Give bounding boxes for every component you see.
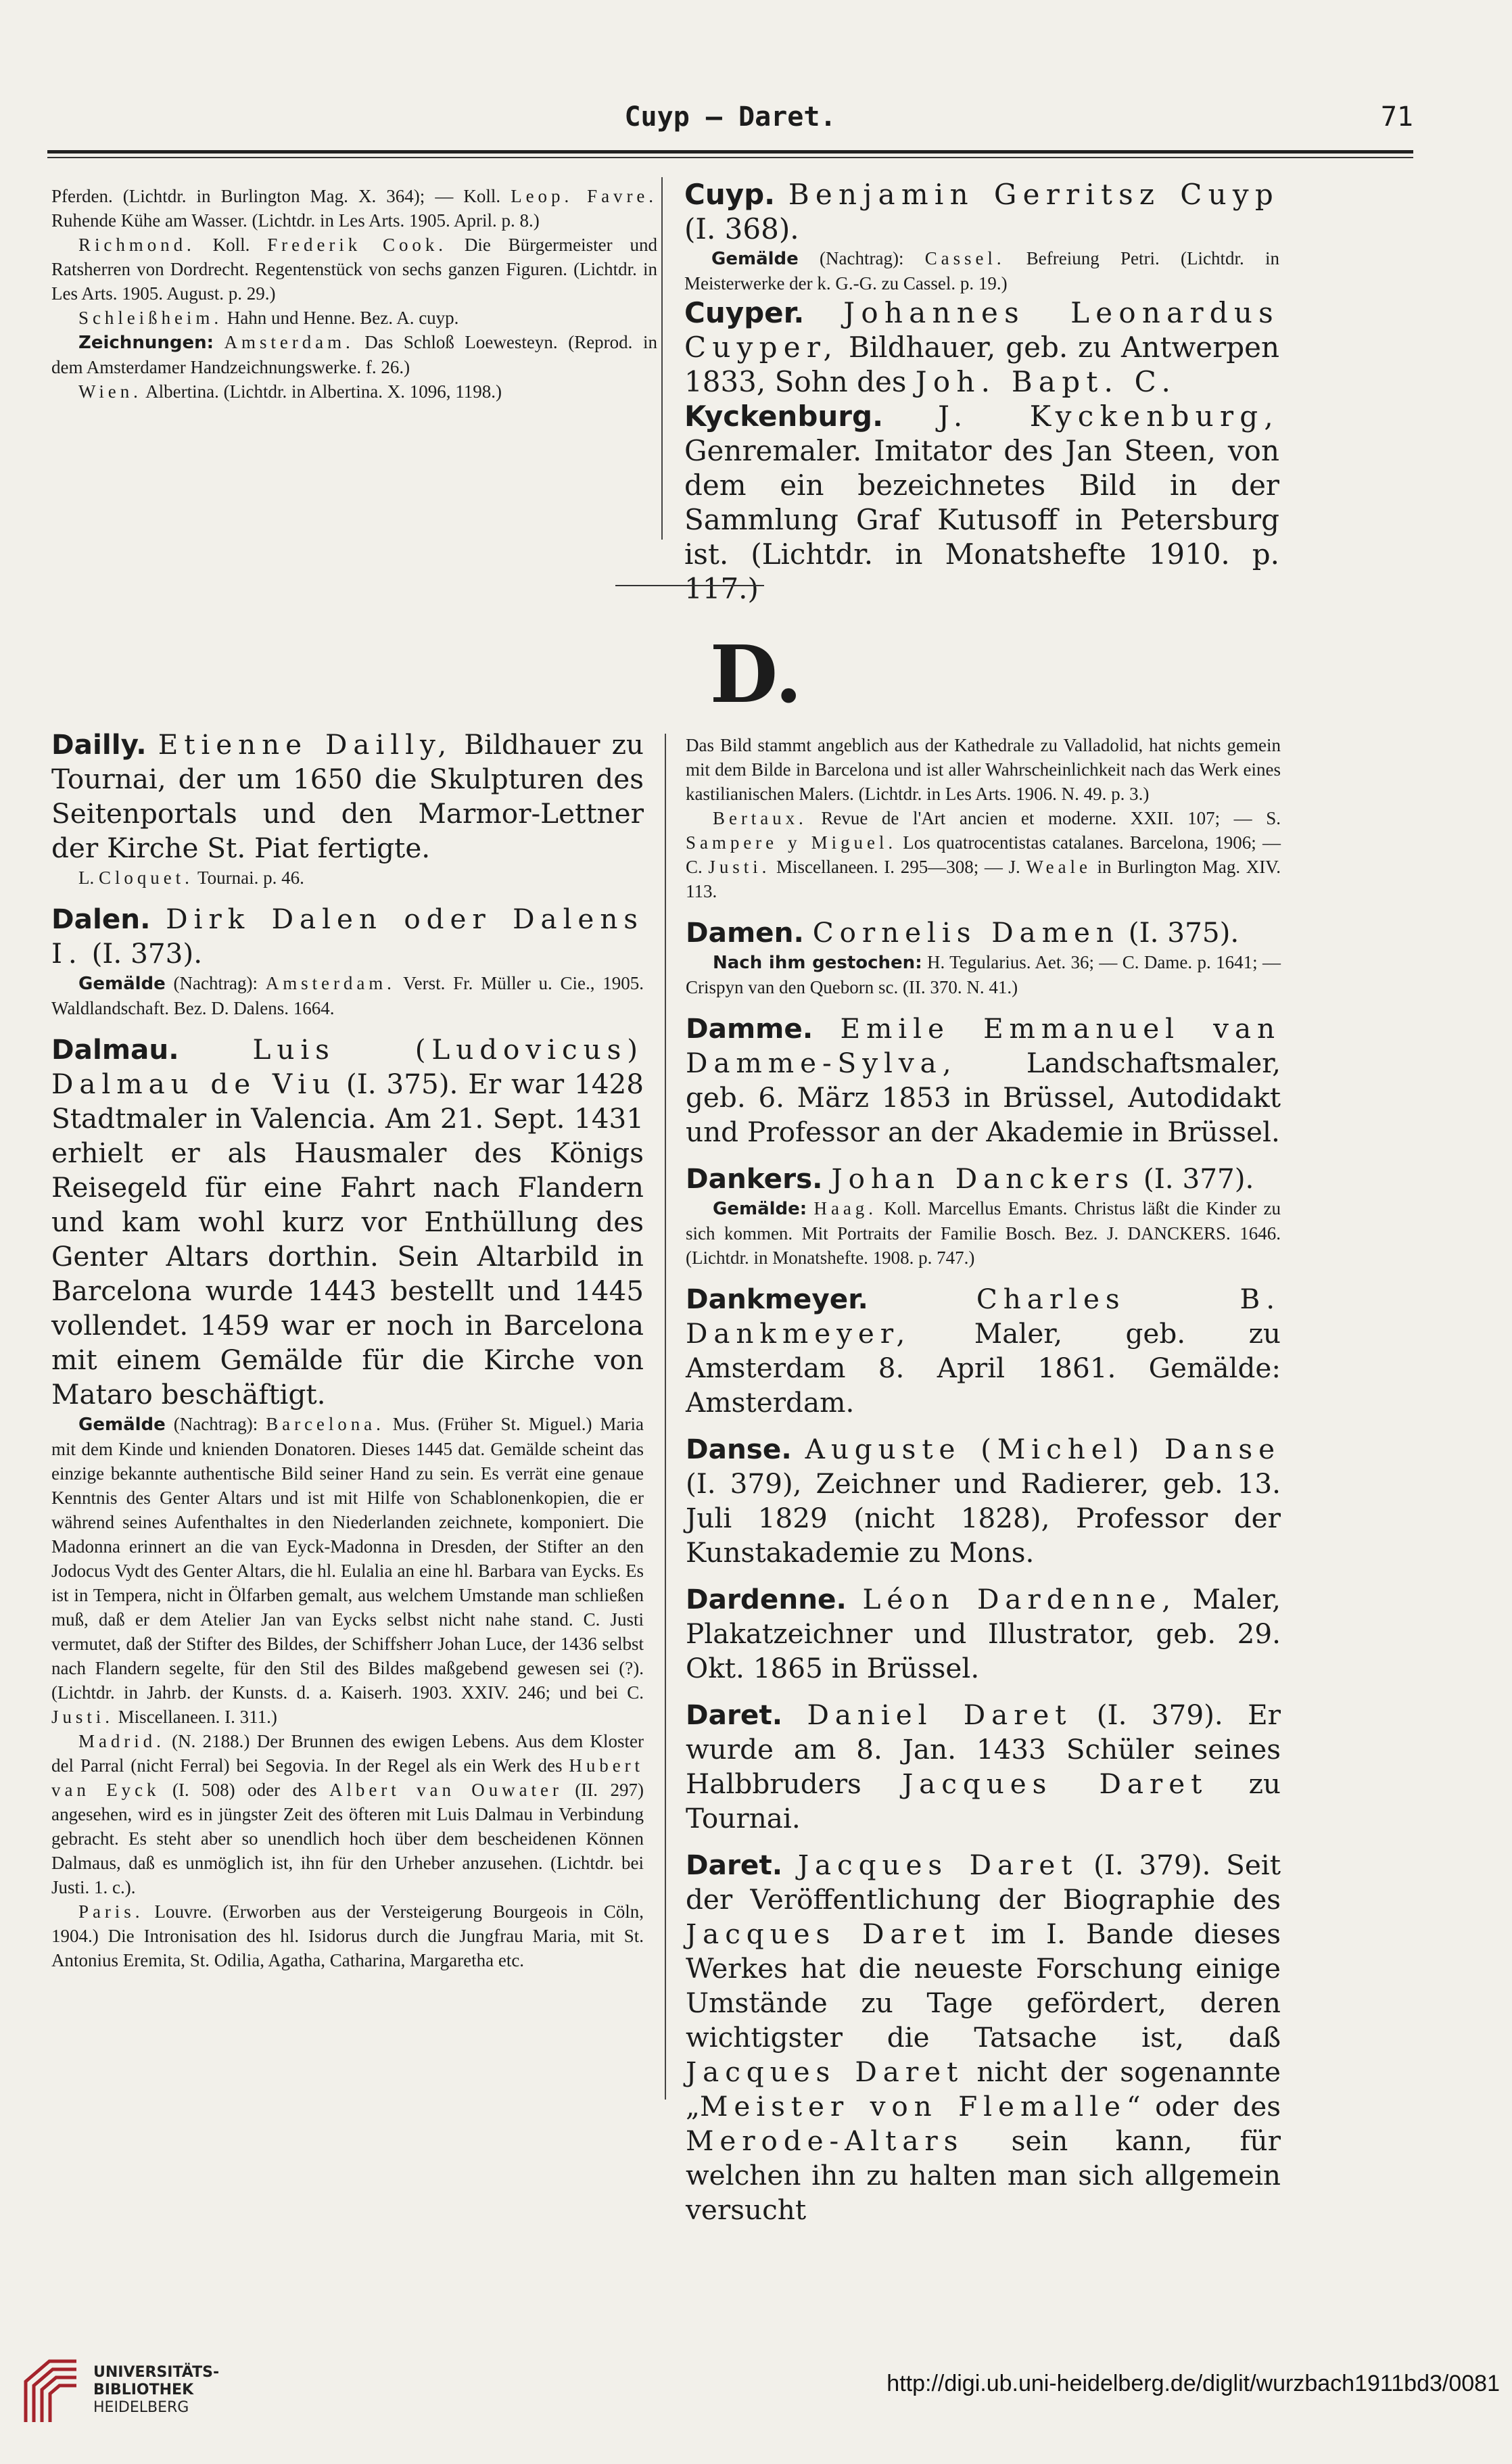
- left-column-top: [51, 184, 657, 404]
- paragraph: Das Bild stammt angeblich aus der Kathedrale zu Valladolid, hat nichts gemein mit dem Bilde in Barcelona und ist aller Wahrscheinlichkeit nach das Werk eines kastilianischen Malers. (Lichtdr. in Les Arts. 1906. N. 49. p. 3.): [686, 735, 1281, 804]
- paragraph: Dailly. Etienne Dailly, Bildhauer zu Tournai, der um 1650 die Skulpturen des Seitenportals und den Marmor-Lettner der Kirche St. Piat fertigte.: [51, 728, 644, 864]
- header-rule: [47, 150, 1413, 153]
- paragraph: Nach ihm gestochen: H. Tegularius. Aet. 36; — C. Dame. p. 1641; — Crispyn van den Queborn sc. (II. 370. N. 41.): [686, 952, 1281, 997]
- library-name: UNIVERSITÄTS- BIBLIOTHEK HEIDELBERG: [93, 2364, 220, 2416]
- page-number: 71: [1380, 101, 1413, 133]
- page-footer: [0, 2337, 1512, 2464]
- column-divider-top: [661, 177, 663, 540]
- right-column-bottom: [686, 733, 1281, 2227]
- paragraph: Schleißheim. Hahn und Henne. Bez. A. cuyp.: [78, 308, 459, 328]
- paragraph: Damme. Emile Emmanuel van Damme-Sylva, Landschaftsmaler, geb. 6. März 1853 in Brüssel, Autodidakt und Professor an der Akademie in Brüssel.: [686, 1012, 1281, 1148]
- paragraph: Madrid. (N. 2188.) Der Brunnen des ewigen Lebens. Aus dem Kloster del Parral (nicht Ferral) bei Segovia. In der Regel als ein Werk des Hubert van Eyck (I. 508) oder des Albert van Ouwater (II. 297) angesehen, wird es in jüngster Zeit des öfteren mit Luis Dalmau in Verbindung gebracht. Es steht aber so unendlich hoch über dem bescheidenen Können Dalmaus, daß es unmöglich ist, ihn für den Urheber anzusehen. (Lichtdr. bei Justi. 1. c.).: [51, 1731, 644, 1897]
- paragraph: L. Cloquet. Tournai. p. 46.: [78, 868, 304, 888]
- university-library-logo-icon: [19, 2354, 87, 2429]
- paragraph: Pferden. (Lichtdr. in Burlington Mag. X. 364); — Koll. Leop. Favre. Ruhende Kühe am Wasser. (Lichtdr. in Les Arts. 1905. April. p. 8.): [51, 186, 657, 231]
- right-column-top: [684, 177, 1279, 606]
- running-header: [47, 101, 1413, 142]
- paragraph: Gemälde: Haag. Koll. Marcellus Emants. Christus läßt die Kinder zu sich kommen. Mit Portraits der Familie Bosch. Bez. J. DANCKERS. 1646. (Lichtdr. in Monatshefte. 1908. p. 747.): [686, 1198, 1281, 1268]
- paragraph: Wien. Albertina. (Lichtdr. in Albertina. X. 1096, 1198.): [78, 381, 502, 402]
- paragraph: Dalmau. Luis (Ludovicus) Dalmau de Viu (I. 375). Er war 1428 Stadtmaler in Valencia. Am 21. Sept. 1431 erhielt er als Hausmaler des Königs Reisegeld für eine Fahrt nach Flandern und kam wohl kurz vor Enthüllung des Genter Altars dorthin. Sein Altarbild in Barcelona wurde 1443 bestellt und 1445 vollendet. 1459 war er noch in Barcelona mit einem Gemälde für die Kirche von Mataro beschäftigt.: [51, 1033, 644, 1411]
- paragraph: Dalen. Dirk Dalen oder Dalens I. (I. 373).: [51, 903, 644, 970]
- column-divider-bottom: [665, 734, 666, 2100]
- paragraph: Daret. Daniel Daret (I. 379). Er wurde am 8. Jan. 1433 Schüler seines Halbbruders Jacques Daret zu Tournai.: [686, 1699, 1281, 1834]
- paragraph: Bertaux. Revue de l'Art ancien et moderne. XXII. 107; — S. Sampere y Miguel. Los quatrocentistas catalanes. Barcelona, 1906; — C. Justi. Miscellaneen. I. 295—308; — J. Weale in Burlington Mag. XIV. 113.: [686, 808, 1281, 901]
- header-rule-thin: [47, 157, 1413, 158]
- paragraph: Dankmeyer. Charles B. Dankmeyer, Maler, geb. zu Amsterdam 8. April 1861. Gemälde: Amsterdam.: [686, 1283, 1281, 1419]
- source-url-link[interactable]: http://digi.ub.uni-heidelberg.de/diglit/wurzbach1911bd3/0081: [887, 2371, 1500, 2396]
- paragraph: Gemälde (Nachtrag): Amsterdam. Verst. Fr. Müller u. Cie., 1905. Waldlandschaft. Bez. D. Dalens. 1664.: [51, 973, 644, 1018]
- paragraph: Cuyp. Benjamin Gerritsz Cuyp (I. 368).: [684, 178, 1279, 245]
- left-column-bottom: [51, 728, 644, 1972]
- paragraph: Gemälde (Nachtrag): Barcelona. Mus. (Früher St. Miguel.) Maria mit dem Kinde und knienden Donatoren. Dieses 1445 dat. Gemälde scheint das einzige bekannte authentische Bild seiner Hand zu sein. Es verrät eine genaue Kenntnis des Genter Altars und ist mit Hilfe von Schablonenkopien, die er während seines Aufenthaltes in den Niederlanden zeichnete, komponiert. Die Madonna erinnert an die van Eyck-Madonna in Dresden, der Stifter an den Jodocus Vydt des Genter Altars, die hl. Eulalia an eine hl. Barbara van Eycks. Es ist in Tempera, nicht in Ölfarben gemalt, aus welchem Umstande man schließen muß, daß er dem Atelier Jan van Eycks selbst nicht nahe stand. C. Justi vermutet, daß der Stifter des Bildes, der Schiffsherr Johan Luce, der 1436 selbst nach Flandern segelte, für den Stil des Bildes maßgebend gewesen sei (?). (Lichtdr. in Jahrb. der Kunsts. d. a. Kaiserh. 1903. XXIV. 246; und bei C. Justi. Miscellaneen. I. 311.): [51, 1414, 644, 1727]
- paragraph: Gemälde (Nachtrag): Cassel. Befreiung Petri. (Lichtdr. in Meisterwerke der k. G.-G. zu Cassel. p. 19.): [684, 248, 1279, 293]
- paragraph: Paris. Louvre. (Erworben aus der Versteigerung Bourgeois in Cöln, 1904.) Die Intronisation des hl. Isidorus durch die Jungfrau Maria, mit St. Antonius Eremita, St. Odilia, Agatha, Catharina, Margaretha etc.: [51, 1901, 644, 1970]
- paragraph: Damen. Cornelis Damen (I. 375).: [686, 916, 1239, 949]
- paragraph: Danse. Auguste (Michel) Danse (I. 379), Zeichner und Radierer, geb. 13. Juli 1829 (nicht 1828), Professor der Kunstakademie zu Mons.: [686, 1433, 1281, 1569]
- paragraph: Daret. Jacques Daret (I. 379). Seit der Veröffentlichung der Biographie des Jacques Daret im I. Bande dieses Werkes hat die neueste Forschung einige Umstände zu Tage gefördert, deren wichtigster die Tatsache ist, daß Jacques Daret nicht der sogenannte „Meister von Flemalle“ oder des Merode-Altars sein kann, für welchen ihn zu halten man sich allgemein versucht: [686, 1849, 1281, 2226]
- paragraph: Dankers. Johan Danckers (I. 377).: [686, 1162, 1254, 1195]
- page-title: Cuyp — Daret.: [624, 101, 836, 133]
- paragraph: Dardenne. Léon Dardenne, Maler, Plakatzeichner und Illustrator, geb. 29. Okt. 1865 in Brüssel.: [686, 1583, 1281, 1684]
- paragraph: Cuyper. Johannes Leonardus Cuyper, Bildhauer, geb. zu Antwerpen 1833, Sohn des Joh. Bapt. C.: [684, 296, 1279, 398]
- paragraph: Zeichnungen: Amsterdam. Das Schloß Loewesteyn. (Reprod. in dem Amsterdamer Handzeichnungswerke. f. 26.): [51, 332, 658, 377]
- paragraph: Kyckenburg. J. Kyckenburg, Genremaler. Imitator des Jan Steen, von dem ein bezeichnetes Bild in der Sammlung Graf Kutusoff in Petersburg ist. (Lichtdr. in Monatshefte 1910. p. 117.): [684, 400, 1279, 605]
- paragraph: Richmond. Koll. Frederik Cook. Die Bürgermeister und Ratsherren von Dordrecht. Regentenstück von sechs ganzen Figuren. (Lichtdr. in Les Arts. 1905. August. p. 29.): [51, 235, 657, 304]
- section-letter: D.: [709, 629, 803, 721]
- section-rule: [615, 585, 764, 586]
